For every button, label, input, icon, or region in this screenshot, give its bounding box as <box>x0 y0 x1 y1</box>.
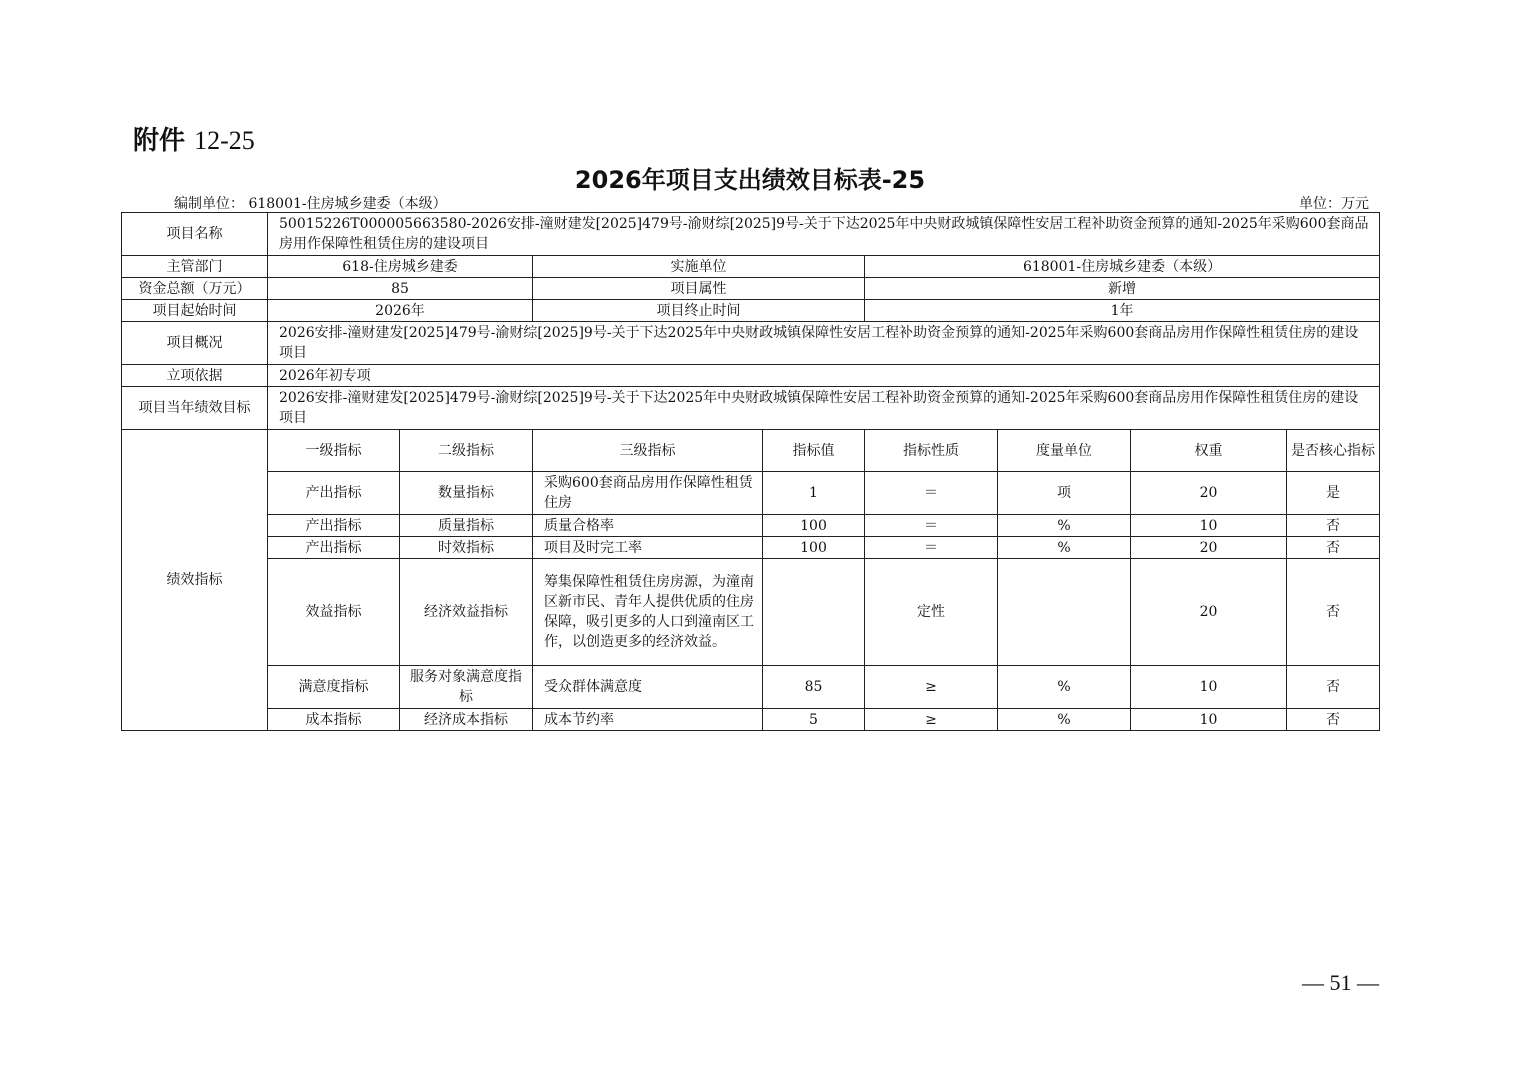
goal-label: 项目当年绩效目标 <box>122 387 268 430</box>
level3-cell: 采购600套商品房用作保障性租赁住房 <box>533 472 763 515</box>
value-cell: 100 <box>763 515 865 537</box>
weight-cell: 10 <box>1131 709 1287 731</box>
unit-cell: % <box>998 709 1131 731</box>
weight-cell: 10 <box>1131 515 1287 537</box>
perf-header-row <box>122 430 1380 472</box>
unit-cell: % <box>998 666 1131 709</box>
unit-cell: % <box>998 537 1131 559</box>
level1-cell: 产出指标 <box>268 515 400 537</box>
core-cell: 否 <box>1287 666 1380 709</box>
value-cell: 85 <box>763 666 865 709</box>
start-value: 2026年 <box>268 300 533 322</box>
attachment-number: 12-25 <box>194 126 255 155</box>
project-name-label: 项目名称 <box>122 213 268 256</box>
level1-cell: 效益指标 <box>268 559 400 666</box>
end-value: 1年 <box>865 300 1380 322</box>
overview-label: 项目概况 <box>122 322 268 365</box>
compiler-unit: 编制单位： 618001-住房城乡建委（本级） <box>174 196 447 212</box>
header-cell: 是否核心指标 <box>1287 430 1380 472</box>
value-cell: 100 <box>763 537 865 559</box>
unit-cell: 项 <box>998 472 1131 515</box>
impl-value: 618001-住房城乡建委（本级） <box>865 256 1380 278</box>
level3-cell: 受众群体满意度 <box>533 666 763 709</box>
header-cell: 一级指标 <box>268 430 400 472</box>
unit-cell <box>998 559 1131 666</box>
perf-label: 绩效指标 <box>122 430 268 731</box>
table-row <box>122 213 1380 256</box>
table-row <box>122 472 1380 515</box>
table-row <box>122 278 1380 300</box>
table-row <box>122 709 1380 731</box>
nature-cell: ≥ <box>865 709 998 731</box>
table-row <box>122 256 1380 278</box>
header-cell: 指标值 <box>763 430 865 472</box>
level2-cell: 质量指标 <box>400 515 533 537</box>
core-cell: 是 <box>1287 472 1380 515</box>
performance-table <box>121 212 1380 731</box>
currency-unit: 单位：万元 <box>1299 196 1369 212</box>
end-label: 项目终止时间 <box>533 300 865 322</box>
dept-value: 618-住房城乡建委 <box>268 256 533 278</box>
core-cell: 否 <box>1287 515 1380 537</box>
level2-cell: 经济效益指标 <box>400 559 533 666</box>
project-name-value: 50015226T000005663580-2026安排-潼财建发[2025]479号-渝财综[2025]9号-关于下达2025年中央财政城镇保障性安居工程补助资金预算的通知-2025年采购600套商品房用作保障性租赁住房的建设项目 <box>268 213 1380 256</box>
core-cell: 否 <box>1287 559 1380 666</box>
header-cell: 度量单位 <box>998 430 1131 472</box>
attr-value: 新增 <box>865 278 1380 300</box>
nature-cell: ＝ <box>865 515 998 537</box>
weight-cell: 20 <box>1131 559 1287 666</box>
fund-label: 资金总额（万元） <box>122 278 268 300</box>
basis-value: 2026年初专项 <box>268 365 1380 387</box>
nature-cell: ≥ <box>865 666 998 709</box>
fund-value: 85 <box>268 278 533 300</box>
value-cell: 1 <box>763 472 865 515</box>
level2-cell: 经济成本指标 <box>400 709 533 731</box>
goal-value: 2026安排-潼财建发[2025]479号-渝财综[2025]9号-关于下达2025年中央财政城镇保障性安居工程补助资金预算的通知-2025年采购600套商品房用作保障性租赁住房的建设项目 <box>268 387 1380 430</box>
core-cell: 否 <box>1287 537 1380 559</box>
page-title: 2026年项目支出绩效目标表-25 <box>574 166 926 194</box>
value-cell <box>763 559 865 666</box>
level1-cell: 成本指标 <box>268 709 400 731</box>
start-label: 项目起始时间 <box>122 300 268 322</box>
level1-cell: 满意度指标 <box>268 666 400 709</box>
level3-cell: 项目及时完工率 <box>533 537 763 559</box>
basis-label: 立项依据 <box>122 365 268 387</box>
header-cell: 指标性质 <box>865 430 998 472</box>
table-row <box>122 515 1380 537</box>
table-row <box>122 300 1380 322</box>
level2-cell: 数量指标 <box>400 472 533 515</box>
unit-cell: % <box>998 515 1131 537</box>
nature-cell: 定性 <box>865 559 998 666</box>
table-row <box>122 559 1380 666</box>
level1-cell: 产出指标 <box>268 537 400 559</box>
header-cell: 权重 <box>1131 430 1287 472</box>
dept-label: 主管部门 <box>122 256 268 278</box>
overview-value: 2026安排-潼财建发[2025]479号-渝财综[2025]9号-关于下达2025年中央财政城镇保障性安居工程补助资金预算的通知-2025年采购600套商品房用作保障性租赁住房的建设项目 <box>268 322 1380 365</box>
nature-cell: ＝ <box>865 472 998 515</box>
table-row <box>122 365 1380 387</box>
table-row <box>122 537 1380 559</box>
weight-cell: 20 <box>1131 537 1287 559</box>
table-row <box>122 666 1380 709</box>
level2-cell: 服务对象满意度指标 <box>400 666 533 709</box>
nature-cell: ＝ <box>865 537 998 559</box>
table-row <box>122 387 1380 430</box>
level3-cell: 质量合格率 <box>533 515 763 537</box>
core-cell: 否 <box>1287 709 1380 731</box>
page-number: — 51 — <box>1302 970 1379 995</box>
value-cell: 5 <box>763 709 865 731</box>
impl-label: 实施单位 <box>533 256 865 278</box>
weight-cell: 20 <box>1131 472 1287 515</box>
table-row <box>122 322 1380 365</box>
attachment-prefix: 附件 <box>133 126 186 156</box>
level1-cell: 产出指标 <box>268 472 400 515</box>
header-cell: 三级指标 <box>533 430 763 472</box>
attr-label: 项目属性 <box>533 278 865 300</box>
level3-cell: 筹集保障性租赁住房房源，为潼南区新市民、青年人提供优质的住房保障，吸引更多的人口到潼南区工作，以创造更多的经济效益。 <box>533 559 763 666</box>
level2-cell: 时效指标 <box>400 537 533 559</box>
header-cell: 二级指标 <box>400 430 533 472</box>
level3-cell: 成本节约率 <box>533 709 763 731</box>
attachment-label <box>133 120 255 157</box>
weight-cell: 10 <box>1131 666 1287 709</box>
